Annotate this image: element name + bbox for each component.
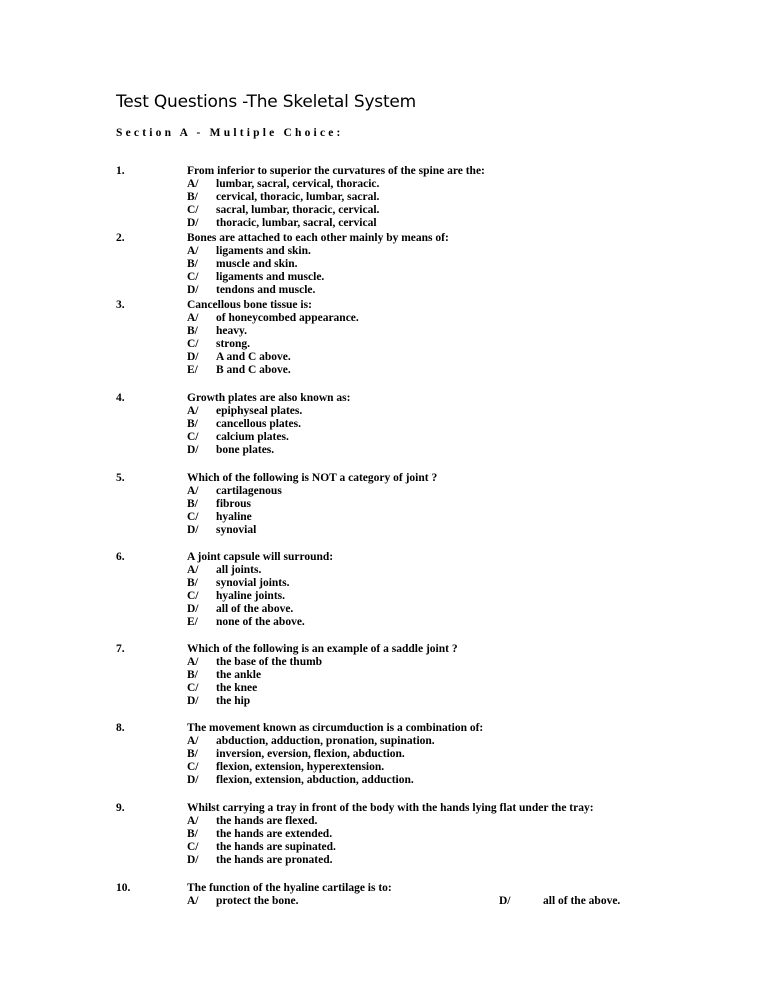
question-number: 4. (116, 392, 125, 404)
option-text: flexion, extension, hyperextension. (216, 761, 385, 773)
option-letter: A/ (187, 312, 199, 324)
option-text: strong. (216, 338, 250, 350)
option-letter: D/ (187, 284, 199, 296)
option-text: flexion, extension, abduction, adduction. (216, 774, 414, 786)
option-text: the hands are pronated. (216, 854, 333, 866)
option-letter: B/ (187, 498, 198, 510)
option-letter: D/ (187, 351, 199, 363)
option-text: inversion, eversion, flexion, abduction. (216, 748, 405, 760)
option-text: the hands are flexed. (216, 815, 318, 827)
option-letter: C/ (187, 761, 199, 773)
option-text: tendons and muscle. (216, 284, 316, 296)
option-text: all joints. (216, 564, 262, 576)
question-number: 7. (116, 643, 125, 655)
option-text: synovial (216, 524, 257, 536)
option-letter: A/ (187, 245, 199, 257)
question-number: 3. (116, 299, 125, 311)
option-text: the base of the thumb (216, 656, 323, 668)
option-letter: C/ (187, 431, 199, 443)
option-letter: B/ (187, 258, 198, 270)
option-text: hyaline joints. (216, 590, 286, 602)
option-letter: B/ (187, 577, 198, 589)
question-text: From inferior to superior the curvatures of the spine are the: (187, 165, 485, 177)
option-text: synovial joints. (216, 577, 290, 589)
option-letter: A/ (187, 656, 199, 668)
question-text: The function of the hyaline cartilage is to: (187, 882, 392, 894)
question-text: Whilst carrying a tray in front of the body with the hands lying flat under the tray: (187, 802, 594, 814)
option-text: of honeycombed appearance. (216, 312, 359, 324)
option-letter: D/ (187, 695, 199, 707)
option-text: the knee (216, 682, 258, 694)
option-letter: D/ (187, 774, 199, 786)
option-letter: B/ (187, 418, 198, 430)
option-text: the hands are supinated. (216, 841, 336, 853)
option-text: abduction, adduction, pronation, supination. (216, 735, 435, 747)
question-number: 9. (116, 802, 125, 814)
document-title: Test Questions -The Skeletal System (116, 92, 417, 112)
question-number: 8. (116, 722, 125, 734)
option-text: B and C above. (216, 364, 291, 376)
question-text: Which of the following is NOT a category of joint ? (187, 472, 438, 484)
option-letter: D/ (499, 895, 511, 907)
option-text: lumbar, sacral, cervical, thoracic. (216, 178, 380, 190)
option-text: muscle and skin. (216, 258, 298, 270)
option-letter: D/ (187, 854, 199, 866)
option-text: heavy. (216, 325, 247, 337)
question-text: A joint capsule will surround: (187, 551, 334, 563)
question-text: Which of the following is an example of a saddle joint ? (187, 643, 458, 655)
option-text: cervical, thoracic, lumbar, sacral. (216, 191, 380, 203)
option-letter: A/ (187, 485, 199, 497)
question-text: Bones are attached to each other mainly by means of: (187, 232, 449, 244)
option-text: sacral, lumbar, thoracic, cervical. (216, 204, 380, 216)
option-letter: E/ (187, 616, 198, 628)
option-text: cartilagenous (216, 485, 282, 497)
question-number: 1. (116, 165, 125, 177)
option-letter: B/ (187, 748, 198, 760)
option-letter: A/ (187, 895, 199, 907)
option-letter: B/ (187, 325, 198, 337)
option-letter: C/ (187, 338, 199, 350)
section-heading: Section A - Multiple Choice: (116, 127, 344, 139)
option-text: cancellous plates. (216, 418, 301, 430)
option-letter: A/ (187, 735, 199, 747)
option-letter: A/ (187, 564, 199, 576)
question-number: 6. (116, 551, 125, 563)
option-letter: B/ (187, 828, 198, 840)
option-letter: D/ (187, 603, 199, 615)
question-text: Growth plates are also known as: (187, 392, 351, 404)
question-number: 10. (116, 882, 131, 894)
option-letter: A/ (187, 178, 199, 190)
option-letter: C/ (187, 841, 199, 853)
option-text: the hands are extended. (216, 828, 333, 840)
option-letter: B/ (187, 669, 198, 681)
option-text: the ankle (216, 669, 262, 681)
option-text: ligaments and muscle. (216, 271, 325, 283)
option-text: all of the above. (216, 603, 294, 615)
option-text: hyaline (216, 511, 252, 523)
option-letter: C/ (187, 204, 199, 216)
option-text: epiphyseal plates. (216, 405, 303, 417)
question-number: 2. (116, 232, 125, 244)
option-letter: B/ (187, 191, 198, 203)
question-text: The movement known as circumduction is a combination of: (187, 722, 484, 734)
option-text: calcium plates. (216, 431, 289, 443)
question-number: 5. (116, 472, 125, 484)
option-text: thoracic, lumbar, sacral, cervical (216, 217, 377, 229)
option-letter: C/ (187, 271, 199, 283)
option-text: fibrous (216, 498, 251, 510)
option-letter: C/ (187, 590, 199, 602)
option-letter: A/ (187, 405, 199, 417)
option-text: the hip (216, 695, 251, 707)
option-letter: E/ (187, 364, 198, 376)
option-letter: D/ (187, 217, 199, 229)
option-text: bone plates. (216, 444, 275, 456)
option-letter: D/ (187, 524, 199, 536)
question-text: Cancellous bone tissue is: (187, 299, 312, 311)
option-letter: C/ (187, 511, 199, 523)
option-text: all of the above. (543, 895, 621, 907)
option-text: protect the bone. (216, 895, 299, 907)
option-letter: D/ (187, 444, 199, 456)
option-text: A and C above. (216, 351, 291, 363)
option-text: none of the above. (216, 616, 305, 628)
option-text: ligaments and skin. (216, 245, 311, 257)
option-letter: A/ (187, 815, 199, 827)
option-letter: C/ (187, 682, 199, 694)
